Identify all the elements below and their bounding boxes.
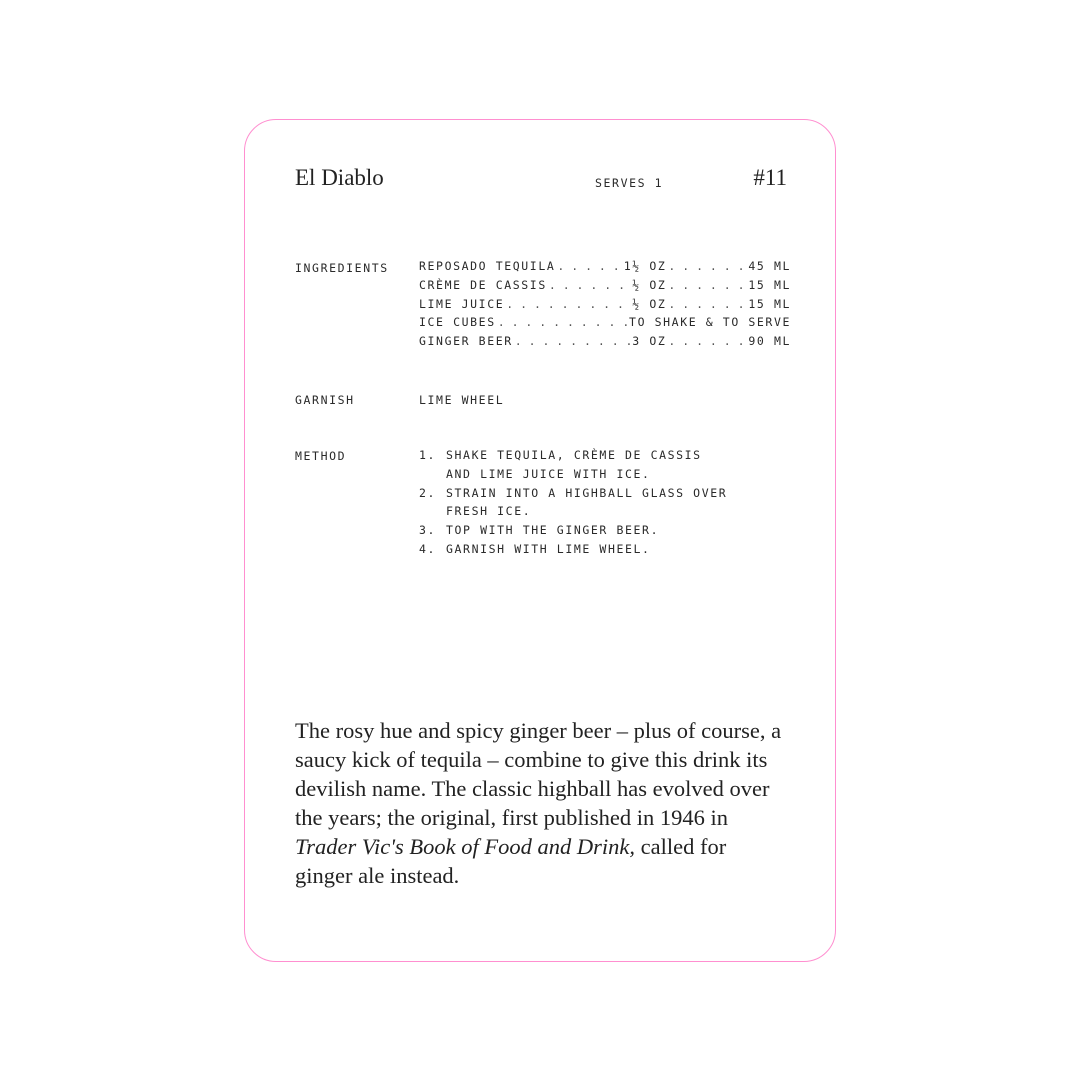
ingredient-row [419, 334, 791, 353]
garnish-value: LIME WHEEL [419, 393, 505, 407]
ingredient-name: LIME JUICE [419, 296, 505, 311]
dot-leader [668, 334, 746, 348]
ingredient-ml: 15 ML [748, 277, 791, 292]
ingredient-row [419, 297, 791, 316]
method-step [419, 521, 791, 540]
step-number: 1. [419, 448, 437, 462]
dot-leader [549, 278, 630, 292]
ingredient-oz: ½ OZ [632, 296, 667, 311]
recipe-title: El Diablo [295, 165, 384, 190]
ingredient-ml: 45 ML [748, 259, 791, 273]
method-step [419, 446, 791, 484]
ingredient-ml: 15 ML [748, 296, 791, 311]
dot-leader [668, 297, 746, 311]
dot-leader [498, 315, 627, 329]
ingredient-note: TO SHAKE & TO SERVE [629, 315, 791, 330]
dot-leader [515, 334, 631, 348]
ingredient-ml: 90 ML [748, 334, 791, 349]
ingredients-label: INGREDIENTS [295, 261, 389, 275]
ingredient-oz: 1½ OZ [623, 259, 667, 273]
recipe-number: #11 [753, 165, 787, 190]
ingredient-name: GINGER BEER [419, 334, 513, 349]
garnish-label: GARNISH [295, 393, 355, 407]
step-text: TOP WITH THE GINGER BEER. [446, 523, 660, 538]
book-title: Trader Vic's Book of Food and Drink, [295, 834, 635, 859]
dot-leader [506, 297, 630, 311]
step-text: FRESH ICE. [446, 504, 532, 519]
ingredient-oz: ½ OZ [632, 277, 667, 292]
recipe-card [244, 119, 836, 962]
ingredient-name: ICE CUBES [419, 315, 496, 330]
description-text: The rosy hue and spicy ginger beer – plus of course, a saucy kick of tequila – combine to give this drink its devilish name. The classic highball has evolved over the years; the original, first published in 1946 in [295, 718, 782, 830]
step-number: 2. [419, 485, 437, 500]
serves-count: SERVES 1 [595, 176, 664, 190]
method-step [419, 484, 791, 522]
method-steps [419, 446, 791, 559]
step-text: STRAIN INTO A HIGHBALL GLASS OVER [446, 485, 728, 500]
description-text-end: called for ginger ale instead. [295, 834, 727, 888]
ingredient-row [419, 278, 791, 297]
dot-leader [668, 259, 746, 273]
recipe-description [295, 716, 785, 890]
ingredient-row [419, 259, 791, 278]
ingredient-row [419, 315, 791, 334]
dot-leader [668, 278, 746, 292]
ingredient-name: REPOSADO TEQUILA [419, 259, 556, 273]
ingredient-name: CRÈME DE CASSIS [419, 277, 547, 292]
dot-leader [557, 259, 621, 273]
ingredient-oz: 3 OZ [632, 334, 667, 349]
step-text: SHAKE TEQUILA, CRÈME DE CASSIS [446, 448, 702, 462]
step-number: 3. [419, 523, 437, 538]
step-number: 4. [419, 541, 437, 556]
step-text: GARNISH WITH LIME WHEEL. [446, 541, 651, 556]
method-label: METHOD [295, 449, 347, 463]
method-step [419, 540, 791, 559]
ingredients-list [419, 259, 791, 353]
step-text: AND LIME JUICE WITH ICE. [446, 466, 651, 481]
